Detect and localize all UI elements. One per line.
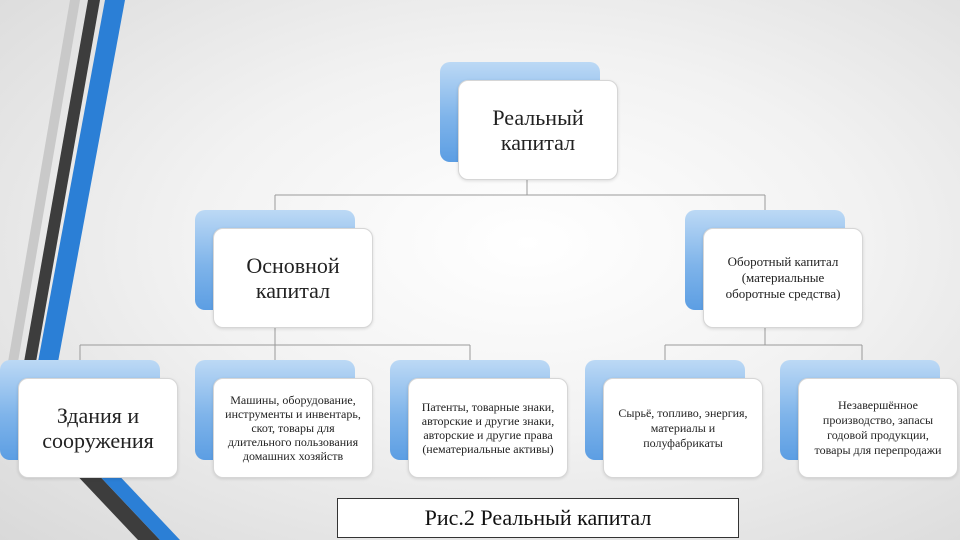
node-box (458, 80, 618, 180)
node-label: Сырьё, топливо, энергия, материалы и полуфабрикаты (618, 405, 748, 450)
node-label: Здания и сооружения (42, 403, 154, 453)
node-label: Основной капитал (246, 253, 340, 303)
node-box (213, 378, 373, 478)
node-label: Реальный капитал (492, 105, 584, 155)
node-label: Незавершённое производство, запасы годовой продукции, товары для перепродажи (814, 398, 942, 457)
node-label: Оборотный капитал (материальные оборотные средства) (725, 254, 841, 301)
node-label: Патенты, товарные знаки, авторские и другие знаки, авторские и другие права (нематериальные активы) (421, 400, 555, 456)
figure-caption: Рис.2 Реальный капитал (337, 498, 739, 538)
node-label: Машины, оборудование, инструменты и инвентарь, скот, товары для длительного пользования домашних хозяйств (225, 393, 361, 463)
node-box (798, 378, 958, 478)
node-box (603, 378, 763, 478)
node-box (408, 378, 568, 478)
node-box (703, 228, 863, 328)
node-box (213, 228, 373, 328)
node-box (18, 378, 178, 478)
